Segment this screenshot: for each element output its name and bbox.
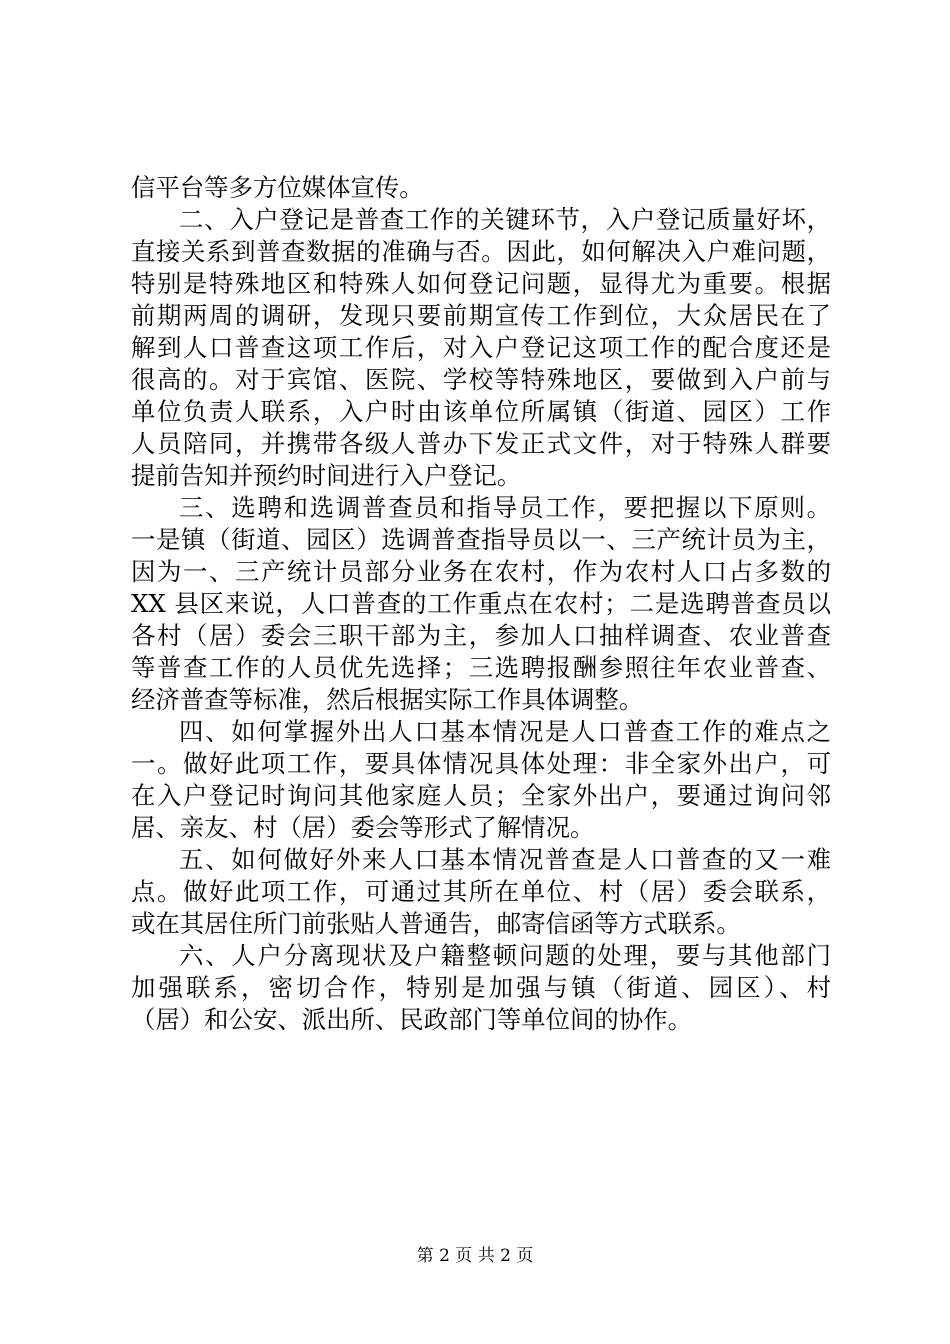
paragraph [131,204,831,492]
paragraph-line: 一。做好此项工作，要具体情况具体处理：非全家外出户，可 [131,749,831,778]
paragraph-line: 居、亲友、村（居）委会等形式了解情况。 [131,813,595,842]
paragraph-line: 在入户登记时询问其他家庭人员；全家外出户，要通过询问邻 [131,781,831,810]
paragraph-line: 信平台等多方位媒体宣传。 [131,173,424,202]
paragraph-line: 五、如何做好外来人口基本情况普查是人口普查的又一难 [179,845,831,874]
paragraph-line: 因为一、三产统计员部分业务在农村，作为农村人口占多数的 [131,557,831,586]
paragraph-line: 直接关系到普查数据的准确与否。因此，如何解决入户难问题， [131,237,831,266]
paragraph-line: XX 县区来说，人口普查的工作重点在农村；二是选聘普查员以 [131,589,831,618]
paragraph-line: 各村（居）委会三职干部为主，参加人口抽样调查、农业普查 [131,621,831,650]
paragraph-line: 前期两周的调研，发现只要前期宣传工作到位，大众居民在了 [131,301,831,330]
paragraph-line: 经济普查等标准，然后根据实际工作具体调整。 [131,685,644,714]
paragraph [131,716,831,844]
paragraph [131,940,831,1036]
paragraph-line: 很高的。对于宾馆、医院、学校等特殊地区，要做到入户前与 [131,365,831,394]
paragraph-line: 提前告知并预约时间进行入户登记。 [131,461,522,490]
paragraph-line: 三、选聘和选调普查员和指导员工作，要把握以下原则。 [179,493,831,522]
paragraph-line: 特别是特殊地区和特殊人如何登记问题，显得尤为重要。根据 [131,269,831,298]
paragraph-line: 一是镇（街道、园区）选调普查指导员以一、三产统计员为主， [131,525,831,554]
paragraph [131,492,831,716]
paragraph-line: 四、如何掌握外出人口基本情况是人口普查工作的难点之 [179,717,831,746]
document-body [131,172,831,1036]
paragraph [131,844,831,940]
paragraph-line: 单位负责人联系，入户时由该单位所属镇（街道、园区）工作 [131,397,831,426]
paragraph-line: 人员陪同，并携带各级人普办下发正式文件，对于特殊人群要 [131,429,831,458]
page-footer: 第 2 页 共 2 页 [416,1246,534,1266]
paragraph [131,172,831,204]
paragraph-line: 或在其居住所门前张贴人普通告，邮寄信函等方式联系。 [131,909,741,938]
paragraph-line: 六、人户分离现状及户籍整顿问题的处理，要与其他部门 [179,941,831,970]
paragraph-line: 解到人口普查这项工作后，对入户登记这项工作的配合度还是 [131,333,831,362]
paragraph-line: 加强联系，密切合作，特别是加强与镇（街道、园区）、村 [131,973,831,1002]
paragraph-line: 二、入户登记是普查工作的关键环节，入户登记质量好坏， [179,205,831,234]
paragraph-line: （居）和公安、派出所、民政部门等单位间的协作。 [131,1005,692,1034]
paragraph-line: 等普查工作的人员优先选择；三选聘报酬参照往年农业普查、 [131,653,831,682]
paragraph-line: 点。做好此项工作，可通过其所在单位、村（居）委会联系， [131,877,831,906]
